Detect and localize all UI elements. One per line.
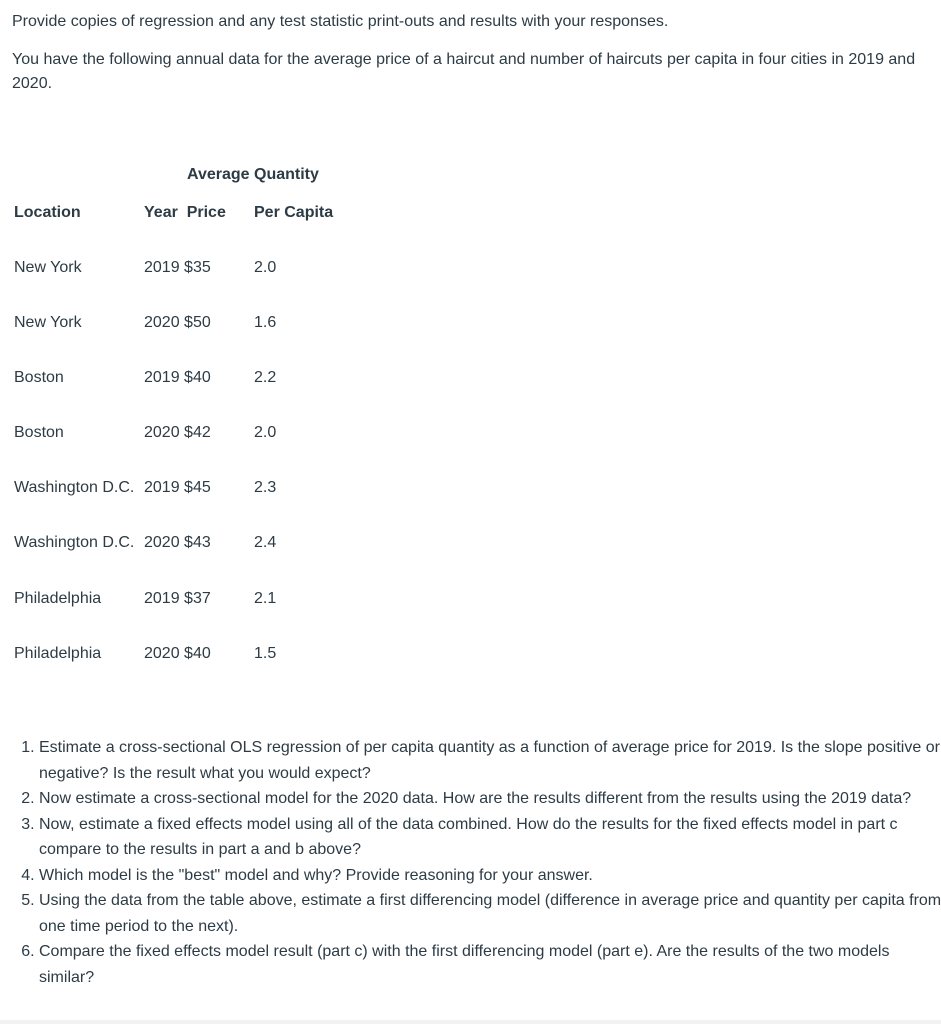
cell-year-price: 2019 $45 [144, 479, 211, 496]
cell-quantity: 2.0 [254, 259, 277, 276]
cell-year-price: 2019 $37 [144, 590, 211, 607]
cell-year-price: 2020 $50 [144, 314, 211, 331]
questions-list [0, 735, 941, 990]
cell-quantity: 2.2 [254, 369, 277, 386]
cell-location: Washington D.C. [14, 479, 135, 496]
list-item: 4. Which model is the "best" model and why? Provide reasoning for your answer. [39, 863, 941, 889]
header-year-price: Year Price [144, 204, 226, 221]
cell-year-price: 2020 $43 [144, 534, 211, 551]
cell-quantity: 1.5 [254, 645, 277, 662]
header-location: Location [14, 204, 81, 221]
cell-year-price: 2020 $40 [144, 645, 211, 662]
header-per-capita: Per Capita [254, 204, 334, 221]
cell-location: Philadelphia [14, 645, 102, 662]
cell-year-price: 2019 $35 [144, 259, 211, 276]
cell-location: New York [14, 314, 82, 331]
list-item: 5. Using the data from the table above, estimate a first differencing model (difference in average price and quantity per capita from one time period to the next). [39, 888, 941, 939]
list-item: 3. Now, estimate a fixed effects model using all of the data combined. How do the results for the fixed effects model in part c compare to the results in part a and b above? [39, 812, 941, 863]
bottom-divider [0, 1020, 941, 1024]
cell-quantity: 2.1 [254, 590, 277, 607]
cell-quantity: 2.0 [254, 424, 277, 441]
instructions-text: Provide copies of regression and any test statistic print-outs and results with your responses. [12, 13, 669, 30]
cell-quantity: 2.4 [254, 534, 277, 551]
cell-location: Boston [14, 369, 64, 386]
list-item: 6. Compare the fixed effects model result (part c) with the first differencing model (part e). Are the results of the two models similar? [39, 939, 941, 990]
cell-quantity: 2.3 [254, 479, 277, 496]
cell-location: Boston [14, 424, 64, 441]
header-average-quantity: Average Quantity [187, 166, 319, 183]
cell-quantity: 1.6 [254, 314, 277, 331]
list-item: 2. Now estimate a cross-sectional model for the 2020 data. How are the results different from the results using the 2019 data? [39, 786, 941, 812]
cell-year-price: 2020 $42 [144, 424, 211, 441]
cell-location: New York [14, 259, 82, 276]
cell-location: Washington D.C. [14, 534, 135, 551]
cell-year-price: 2019 $40 [144, 369, 211, 386]
list-item: 1. Estimate a cross-sectional OLS regression of per capita quantity as a function of average price for 2019. Is the slope positive or negative? Is the result what you would expect? [39, 735, 941, 786]
intro-text: You have the following annual data for the average price of a haircut and number of haircuts per capita in four cities in 2019 and 2020. [12, 51, 916, 92]
cell-location: Philadelphia [14, 590, 102, 607]
